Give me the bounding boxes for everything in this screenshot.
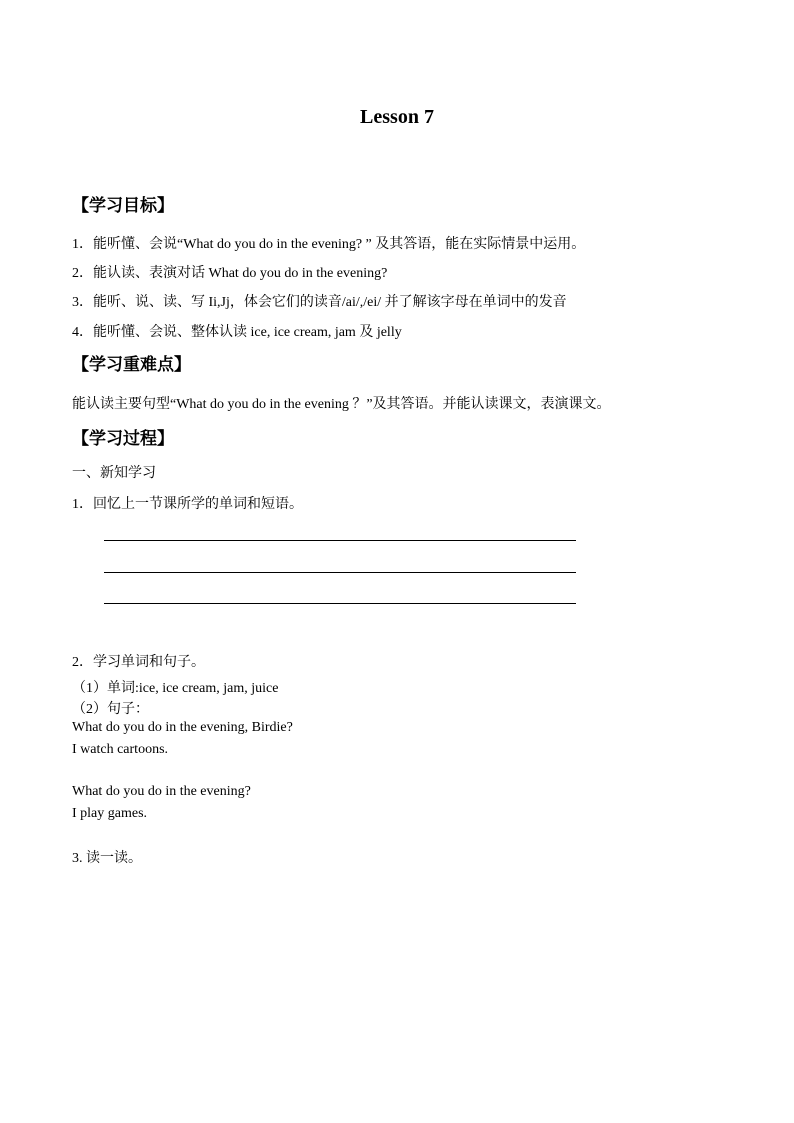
goal-item-3: 3．能听、说、读、写 Ii,Jj，体会它们的读音/ai/,/ei/ 并了解该字母在单词中的发音 — [72, 295, 567, 310]
part-title: 一、新知学习 — [72, 466, 156, 481]
step-1: 1．回忆上一节课所学的单词和短语。 — [72, 497, 303, 512]
key-points-text: 能认读主要句型“What do you do in the evening ？”及其答语。并能认读课文，表演课文。 — [72, 397, 611, 412]
goal-item-1: 1．能听懂、会说“What do you do in the evening? ” 及其答语，能在实际情景中运用。 — [72, 237, 586, 252]
section-heading-key-points: 【学习重难点】 — [72, 355, 191, 374]
dialogue-line-3: What do you do in the evening? — [72, 784, 251, 799]
dialogue-line-2: I watch cartoons. — [72, 742, 169, 757]
answer-line-2 — [104, 572, 576, 573]
step-3: 3. 读一读。 — [72, 851, 142, 866]
dialogue-line-1: What do you do in the evening, Birdie? — [72, 720, 293, 735]
step-2: 2．学习单词和句子。 — [72, 655, 205, 670]
words-line: （1）单词:ice, ice cream, jam, juice — [72, 681, 279, 696]
sentences-label: （2）句子： — [72, 702, 149, 717]
section-heading-process: 【学习过程】 — [72, 429, 174, 448]
section-heading-goals: 【学习目标】 — [72, 196, 174, 215]
answer-line-1 — [104, 540, 576, 541]
page-title: Lesson 7 — [360, 106, 434, 128]
goal-item-4: 4．能听懂、会说、整体认读 ice, ice cream, jam 及 jelly — [72, 325, 402, 340]
answer-line-3 — [104, 603, 576, 604]
goal-item-2: 2．能认读、表演对话 What do you do in the evening? — [72, 266, 388, 281]
dialogue-line-4: I play games. — [72, 806, 148, 821]
